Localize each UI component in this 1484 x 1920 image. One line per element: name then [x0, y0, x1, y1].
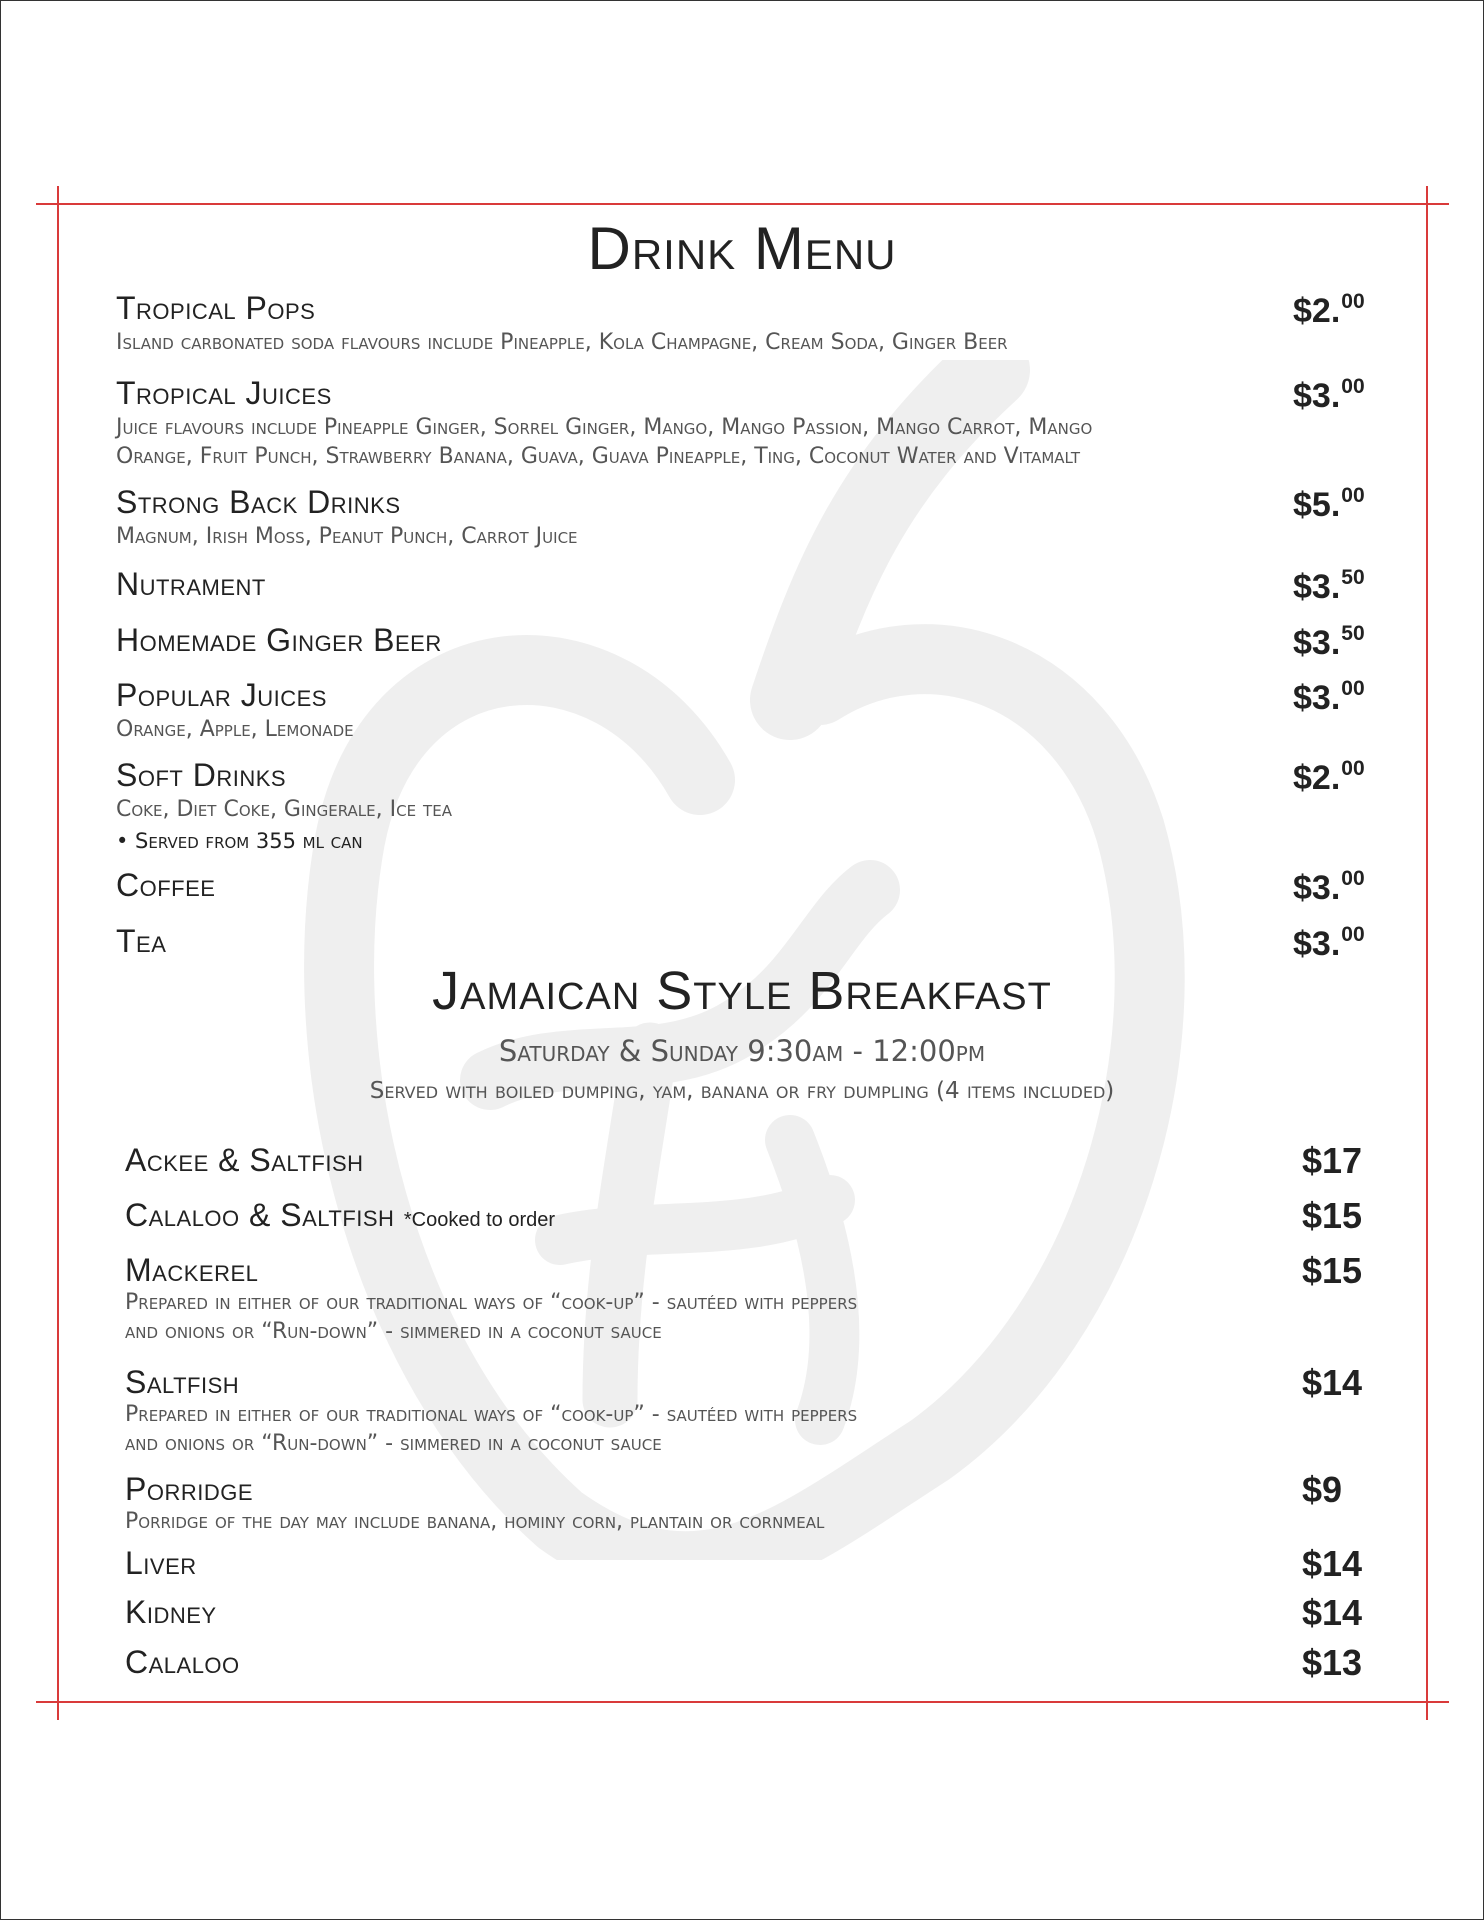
menu-item-price: $15: [1302, 1195, 1363, 1236]
drink-menu-title: Drink Menu: [587, 215, 897, 282]
menu-item-desc: and onions or “Run-down” - simmered in a coconut sauce: [125, 1319, 662, 1344]
menu-item-price: $14: [1302, 1362, 1363, 1403]
menu-item-price: $2.00: [1293, 290, 1365, 330]
menu-item-price: $3.00: [1293, 375, 1365, 415]
menu-item-price: $2.00: [1293, 757, 1365, 797]
menu-item-price: $3.50: [1293, 566, 1365, 606]
menu-item-price: $9: [1302, 1469, 1343, 1510]
breakfast-served-with: Served with boiled dumping, yam, banana or fry dumpling (4 items included): [369, 1078, 1115, 1104]
menu-item-name: Liver: [125, 1545, 197, 1581]
menu-item-price: $13: [1302, 1642, 1363, 1683]
menu-item-price: $14: [1302, 1543, 1363, 1584]
menu-item-desc: Orange, Apple, Lemonade: [116, 717, 354, 742]
menu-item-price: $17: [1302, 1140, 1363, 1181]
menu-item-desc: Prepared in either of our traditional ways of “cook-up” - sautéed with peppers: [125, 1290, 858, 1315]
breakfast-title: Jamaican Style Breakfast: [432, 961, 1052, 1021]
menu-item-name: Calaloo & Saltfish *Cooked to order: [125, 1197, 556, 1233]
menu-item-name: Kidney: [125, 1594, 217, 1630]
cooked-to-order-note: *Cooked to order: [403, 1209, 556, 1231]
menu-item-desc: Prepared in either of our traditional ways of “cook-up” - sautéed with peppers: [125, 1402, 858, 1427]
menu-item-name: Homemade Ginger Beer: [116, 622, 442, 658]
menu-item-name: Tropical Juices: [116, 375, 332, 411]
menu-item-desc: and onions or “Run-down” - simmered in a coconut sauce: [125, 1431, 662, 1456]
menu-item-name: Calaloo: [125, 1644, 240, 1680]
menu-item-name: Strong Back Drinks: [116, 484, 401, 520]
menu-item-price: $3.00: [1293, 867, 1365, 907]
menu-item-desc: Island carbonated soda flavours include Pineapple, Kola Champagne, Cream Soda, Ginger Beer: [116, 330, 1008, 355]
menu-item-price: $3.50: [1293, 622, 1365, 662]
menu-item-note: • Served from 355 ml can: [116, 829, 363, 853]
menu-item-name: Porridge: [125, 1471, 254, 1507]
menu-item-name: Popular Juices: [116, 677, 327, 713]
menu-item-desc: Coke, Diet Coke, Gingerale, Ice tea: [116, 797, 452, 822]
menu-item-name: Tropical Pops: [116, 290, 316, 326]
menu-item-price: $15: [1302, 1250, 1363, 1291]
breakfast-schedule: Saturday & Sunday 9:30am - 12:00pm: [498, 1034, 986, 1068]
menu-item-price: $14: [1302, 1592, 1363, 1633]
menu-item-desc: Magnum, Irish Moss, Peanut Punch, Carrot Juice: [116, 524, 578, 549]
menu-item-desc: Porridge of the day may include banana, hominy corn, plantain or cornmeal: [125, 1509, 825, 1534]
menu-item-name: Tea: [116, 923, 167, 959]
menu-item-desc: Orange, Fruit Punch, Strawberry Banana, Guava, Guava Pineapple, Ting, Coconut Water and Vitamalt: [116, 444, 1081, 469]
menu-item-price: $5.00: [1293, 484, 1365, 524]
menu-item-name: Nutrament: [116, 566, 266, 602]
menu-item-name: Coffee: [116, 867, 216, 903]
menu-item-price: $3.00: [1293, 677, 1365, 717]
menu-item-name: Soft Drinks: [116, 757, 287, 793]
menu-item-name: Saltfish: [125, 1364, 240, 1400]
menu-item-desc: Juice flavours include Pineapple Ginger, Sorrel Ginger, Mango, Mango Passion, Mango Carrot, Mango: [116, 415, 1093, 440]
menu-item-name: Mackerel: [125, 1252, 259, 1288]
menu-item-price: $3.00: [1293, 923, 1365, 963]
menu-item-name: Ackee & Saltfish: [125, 1142, 364, 1178]
